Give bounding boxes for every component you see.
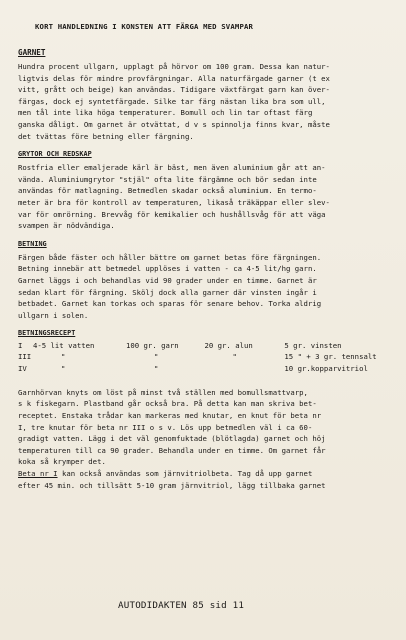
table-cell: " (153, 363, 159, 373)
text-line (18, 468, 394, 480)
text-line: användas för matlagning. Betmedlen skadar också aluminium. En termo- (18, 186, 317, 196)
text-line: ullgarn i solen. (18, 310, 89, 320)
text-line: färgas, dock ej syntetfärgade. Silke tar färg nästan lika bra som ull, (18, 96, 326, 106)
text-line: sedan klart för färgning. Skölj dock alla garner där vinsten ingår i (18, 287, 317, 297)
text-line: vitt, grått och beige) kan användas. Tidigare växtfärgat garn kan över- (18, 85, 330, 95)
table-cell: 5 gr. vinsten (284, 341, 342, 351)
paragraph-grytor (18, 162, 394, 232)
text-line: receptet. Enstaka trådar kan markeras med knutar, en knut för beta nr (18, 411, 322, 421)
text-line: betbadet. Garnet kan torkas och sparas för senare behov. Torka aldrig (18, 299, 322, 309)
table-row (18, 364, 394, 375)
text-line: gradigt vatten. Lägg i det väl genomfuktade (blötlagda) garnet och höj (18, 434, 326, 444)
text-line: temperaturen till ca 90 grader. Behandla under en timme. Om garnet får (18, 445, 326, 455)
text-line: efter 45 min. och tillsätt 5-10 gram järnvitriol, lägg tillbaka garnet (18, 480, 326, 490)
table-cell: 15 " + 3 gr. tennsalt (284, 352, 377, 362)
heading-betningsrecept: BETNINGSRECEPT (18, 329, 76, 338)
table-cell: 20 gr. alun (204, 341, 253, 351)
text-line: ganska dåligt. Om garnet är otvättat, d v s spinnolja finns kvar, måste (18, 119, 330, 129)
text-line: Hundra procent ullgarn, upplagt på hörvor om 100 gram. Dessa kan natur- (18, 62, 330, 71)
heading-garnet: GARNET (18, 48, 46, 57)
text-line: Garnhörvan knyts om löst på minst två ställen med bomullsmattvarp, (18, 387, 308, 397)
text-line: var för omrörning. Brevvåg för kemikalier och hushållsvåg för att väga (18, 209, 326, 219)
table-cell: 4-5 lit vatten (32, 341, 95, 351)
text-line: s k fiskegarn. Plastband går också bra. På detta kan man skriva bet- (18, 399, 317, 409)
text-line: Rostfria eller emaljerade kärl är bäst, men även aluminium går att an- (18, 163, 326, 173)
recipe-table (18, 341, 394, 375)
heading-betning: BETNING (18, 239, 47, 248)
text-line: I, tre knutar för beta nr III o s v. Lös upp betmedlen väl i ca 60- (18, 422, 313, 432)
beta-label: Beta nr I (18, 469, 58, 478)
text-line: Garnet läggs i och behandlas vid 90 grader under en timme. Garnet är (18, 275, 317, 285)
table-cell: " (153, 352, 159, 362)
paragraph-garnet (18, 61, 394, 142)
table-row (18, 341, 394, 352)
table-cell: IV (18, 363, 27, 373)
table-cell: III (18, 352, 32, 362)
table-cell: I (18, 341, 23, 351)
page-title: KORT HANDLEDNING I KONSTEN ATT FÄRGA MED SVAMPAR (35, 22, 254, 31)
text-line: men tål inte lika höga temperaturer. Bomull och lin tar oftast färg (18, 108, 313, 118)
text-line: koka så krymper det. (18, 457, 106, 467)
text-line: meter är bra för kontroll av temperaturen, likaså träkäppar eller slev- (18, 197, 330, 207)
text-line: det tvättas före betning eller färgning. (18, 131, 194, 141)
text-line: ligtvis delas för mindre provfärgningar. Alla naturfärgade garner (t ex (18, 73, 330, 83)
text-line: vända. Aluminiumgrytor "stjäl" ofta lite färgämne och bör sedan inte (18, 174, 317, 184)
text-line: Färgen både fäster och håller bättre om garnet betas före färgningen. (18, 252, 322, 262)
page-footer: AUTODIDAKTEN 85 sid 11 (118, 600, 245, 611)
table-row (18, 352, 394, 363)
paragraph-instructions (18, 387, 394, 491)
heading-grytor: GRYTOR OCH REDSKAP (18, 150, 92, 159)
beta-text: kan också användas som järnvitriolbeta. Tag då upp garnet (57, 469, 313, 478)
paragraph-betning (18, 252, 394, 322)
table-cell: " (60, 363, 66, 373)
table-cell (204, 364, 284, 375)
table-cell: " (232, 352, 237, 362)
table-cell: 10 gr.kopparvitriol (284, 363, 368, 373)
text-line: svampen är nödvändiga. (18, 221, 115, 231)
table-cell: 100 gr. garn (125, 341, 179, 351)
table-cell: " (60, 352, 66, 362)
text-line: Betning innebär att betmedel upplöses i vatten - ca 4-5 lit/hg garn. (18, 264, 317, 274)
